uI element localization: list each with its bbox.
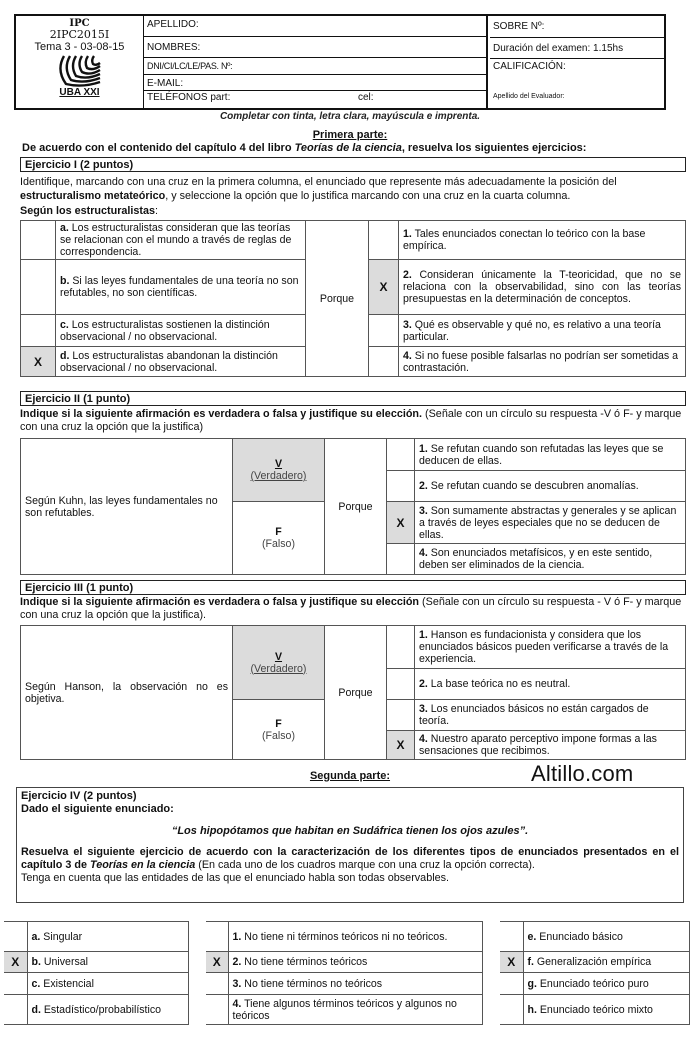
ej1-option-2 xyxy=(399,260,686,315)
option-letter: d. xyxy=(60,349,70,362)
ej4c-mark-h[interactable] xyxy=(500,995,523,1025)
ej3-option-v[interactable] xyxy=(233,626,325,700)
ej3-mark-1[interactable] xyxy=(387,626,415,669)
ej1-mark-b[interactable] xyxy=(21,260,56,315)
ej1-lead-bold: Según los estructuralistas xyxy=(20,205,156,217)
ej4a-option-b xyxy=(27,952,189,973)
option-text: Los estructuralistas sostienen la distinción observacional / no observacional. xyxy=(60,318,270,343)
sobre-field[interactable]: SOBRE Nº: xyxy=(490,16,664,38)
option-text: Nuestro aparato perceptivo impone formas a las sensaciones que recibimos. xyxy=(419,733,657,757)
option-text: Enunciado teórico puro xyxy=(536,977,649,990)
v-label: (Verdadero) xyxy=(250,470,307,482)
option-letter: a. xyxy=(60,222,69,234)
option-num: 1. xyxy=(403,228,412,240)
option-text: Si no fuese posible falsarlas no podrían ser sometidas a contrastación. xyxy=(403,349,679,374)
option-text: Tales enunciados conectan lo teórico con la base empírica. xyxy=(403,228,646,252)
ej1-mark-1[interactable] xyxy=(369,221,399,260)
ej2-porque: Porque xyxy=(325,439,387,575)
ej3-option-f[interactable] xyxy=(233,700,325,760)
calificacion-field[interactable]: CALIFICACIÓN: xyxy=(493,61,566,72)
option-num: 4. xyxy=(232,997,242,1010)
ej2-instr-text: (Señale con un círculo su respuesta -V ó F- y marque con una cruz la opción que la justifica) xyxy=(20,408,682,433)
ej3-title: Ejercicio III (1 punto) xyxy=(20,580,686,595)
f-letter: F xyxy=(275,526,282,538)
ej1-porque: Porque xyxy=(306,221,369,377)
uba-logo-icon xyxy=(52,54,108,88)
option-text: Enunciado teórico mixto xyxy=(536,1003,653,1016)
ej2-option-3 xyxy=(415,502,686,544)
ej2-mark-2[interactable] xyxy=(387,471,415,502)
ej4a-option-a xyxy=(27,922,189,952)
option-text: Se refutan cuando se descubren anomalías. xyxy=(427,480,639,492)
ej3-instructions xyxy=(20,596,692,622)
ej4a-mark-d[interactable] xyxy=(4,995,27,1025)
ej2-instructions xyxy=(20,408,692,434)
option-num: 3. xyxy=(403,318,412,331)
ej4c-option-g xyxy=(523,973,690,995)
evaluador-field[interactable]: Apellido del Evaluador: xyxy=(493,93,565,100)
option-letter: b. xyxy=(60,275,70,287)
option-num: 3. xyxy=(419,703,428,715)
ej2-option-v[interactable] xyxy=(233,439,325,502)
option-num: 1. xyxy=(419,442,428,455)
ej1-instructions xyxy=(20,175,692,203)
option-letter: e. xyxy=(527,930,537,943)
option-num: 1. xyxy=(232,930,242,943)
option-text: Singular xyxy=(40,930,83,943)
ej1-mark-4[interactable] xyxy=(369,347,399,377)
ej1-mark-d[interactable]: X xyxy=(21,347,56,377)
ej4b-mark-2[interactable]: X xyxy=(206,952,228,973)
ej4b-option-2 xyxy=(228,952,483,973)
ej3-instr-text: (Señale con un círculo su respuesta - V ó F- y marque con una cruz la opción que la justifica). xyxy=(20,596,682,621)
ej4b-option-4 xyxy=(228,995,483,1025)
segunda-parte-title: Segunda parte: xyxy=(309,770,391,782)
option-letter: h. xyxy=(527,1003,537,1016)
ej1-option-c xyxy=(56,315,306,347)
ej3-mark-4[interactable]: X xyxy=(387,731,415,760)
ej2-option-f[interactable] xyxy=(233,502,325,575)
ej1-option-3 xyxy=(399,315,686,347)
ej1-instr-text-end: , y seleccione la opción que lo justifica marcando con una cruz en la cuarta columna. xyxy=(165,190,571,202)
ej4-dado: Dado el siguiente enunciado: xyxy=(21,803,174,815)
ej4-note: Tenga en cuenta que las entidades de las que el enunciado habla son todas observables. xyxy=(21,872,449,884)
option-text: Tiene algunos términos teóricos y algunos no teóricos xyxy=(232,997,457,1022)
exam-tema: Tema 3 - 03-08-15 xyxy=(34,41,125,53)
ej4-quote: “Los hipopótamos que habitan en Sudáfrica tienen los ojos azules”. xyxy=(171,825,529,837)
ej3-statement: Según Hanson, la observación no es objetiva. xyxy=(21,626,233,760)
ej3-option-2 xyxy=(415,669,686,700)
f-letter: F xyxy=(275,717,282,730)
option-num: 3. xyxy=(232,977,242,990)
ej2-statement: Según Kuhn, las leyes fundamentales no son refutables. xyxy=(21,439,233,575)
exam-code: 2IPC2015I xyxy=(49,28,110,41)
ej4b-mark-4[interactable] xyxy=(206,995,228,1025)
v-label: (Verdadero) xyxy=(250,662,307,675)
option-letter: b. xyxy=(31,956,41,968)
telefonos-field[interactable] xyxy=(144,91,486,106)
ej1-lead xyxy=(20,205,158,217)
ej4a-mark-a[interactable] xyxy=(4,922,27,952)
ej4-table-kind xyxy=(500,921,690,1025)
ej4c-option-e xyxy=(523,922,690,952)
ej1-mark-a[interactable] xyxy=(21,221,56,260)
ej1-table xyxy=(20,220,686,377)
ej2-instr-bold: Indique si la siguiente afirmación es verdadera o falsa y justifique su elección. xyxy=(20,408,423,420)
option-letter: d. xyxy=(31,1003,41,1016)
ej4c-mark-e[interactable] xyxy=(500,922,523,952)
option-text: Los estructuralistas consideran que las teorías se relacionan con el mundo a través de reglas de correspondencia. xyxy=(60,222,292,258)
option-text: Hanson es fundacionista y considera que los enunciados básicos pueden verificarse a través de la experiencia. xyxy=(419,629,669,665)
logo-text: UBA XXI xyxy=(59,87,100,98)
option-text: Estadístico/probabilístico xyxy=(40,1003,162,1016)
ej4-instr-text: (En cada uno de los cuadros marque con una cruz la opción correcta). xyxy=(195,859,535,871)
ej2-option-2 xyxy=(415,471,686,502)
option-letter: f. xyxy=(527,956,534,968)
cel-label: cel: xyxy=(358,92,374,103)
option-letter: c. xyxy=(31,977,41,990)
ej1-title: Ejercicio I (2 puntos) xyxy=(20,157,686,172)
ej3-mark-3[interactable] xyxy=(387,700,415,731)
option-text: No tiene términos teóricos xyxy=(241,956,368,968)
ej2-mark-1[interactable] xyxy=(387,439,415,471)
ej3-option-3 xyxy=(415,700,686,731)
intro-book-title: Teorías de la ciencia xyxy=(294,142,402,154)
primera-parte-title: Primera parte: xyxy=(312,129,388,141)
ej1-option-4 xyxy=(399,347,686,377)
ej4-table-terms xyxy=(206,921,483,1025)
option-text: Generalización empírica xyxy=(533,956,652,968)
intro-text-end: , resuelva los siguientes ejercicios: xyxy=(401,142,587,154)
apellido-field[interactable]: APELLIDO: xyxy=(144,16,486,37)
option-num: 3. xyxy=(419,504,428,517)
ej4-instr-bold: Resuelva el siguiente ejercicio de acuerdo con la caracterización de los diferentes tipos de enunciados presentados en el capítulo 3 de xyxy=(21,846,679,871)
ej2-mark-4[interactable] xyxy=(387,544,415,575)
header-right xyxy=(490,16,664,108)
ej3-porque: Porque xyxy=(325,626,387,760)
ej2-option-1 xyxy=(415,439,686,471)
altillo-watermark: Altillo.com xyxy=(531,761,634,786)
ej4a-mark-b[interactable]: X xyxy=(4,952,27,973)
option-num: 4. xyxy=(419,733,428,745)
ej4b-option-1 xyxy=(228,922,483,952)
ej3-option-4 xyxy=(415,731,686,760)
ej3-table xyxy=(20,625,686,760)
option-text: No tiene ni términos teóricos ni no teóricos. xyxy=(241,930,448,943)
ej4b-mark-3[interactable] xyxy=(206,973,228,995)
option-text: Los estructuralistas abandonan la distinción observacional / no observacional. xyxy=(60,349,278,374)
ej1-instr-text: Identifique, marcando con una cruz en la primera columna, el enunciado que represente más adecuadamente la posición del xyxy=(20,176,617,188)
option-text: No tiene términos no teóricos xyxy=(241,977,383,990)
nombres-field[interactable]: NOMBRES: xyxy=(144,37,486,58)
fill-instruction: Completar con tinta, letra clara, mayúscula e imprenta. xyxy=(219,111,481,122)
ej4c-option-f xyxy=(523,952,690,973)
option-text: Existencial xyxy=(40,977,94,990)
ej2-mark-3[interactable]: X xyxy=(387,502,415,544)
primera-parte-intro xyxy=(22,142,692,154)
ej3-mark-2[interactable] xyxy=(387,669,415,700)
ej4c-mark-g[interactable] xyxy=(500,973,523,995)
option-num: 4. xyxy=(419,547,428,559)
option-num: 1. xyxy=(419,629,428,641)
option-text: Son enunciados metafísicos, y en este sentido, deben ser eliminados de la ciencia. xyxy=(419,547,653,571)
intro-text: De acuerdo con el contenido del capítulo 4 del libro xyxy=(22,142,295,154)
option-text: La base teórica no es neutral. xyxy=(427,678,571,690)
ej2-option-4 xyxy=(415,544,686,575)
ej1-instr-bold: estructuralismo metateórico xyxy=(20,190,166,202)
option-num: 4. xyxy=(403,349,412,362)
option-letter: a. xyxy=(31,930,41,943)
ej3-instr-bold: Indique si la siguiente afirmación es verdadera o falsa y justifique su elección xyxy=(20,596,420,608)
option-num: 2. xyxy=(419,480,428,492)
option-text: Universal xyxy=(40,956,89,968)
ej4c-mark-f[interactable]: X xyxy=(500,952,523,973)
option-text: Si las leyes fundamentales de una teoría no son refutables, no son científicas. xyxy=(60,275,299,299)
ej1-mark-2[interactable]: X xyxy=(369,260,399,315)
ej2-title: Ejercicio II (1 punto) xyxy=(20,391,686,406)
telefonos-label: TELÉFONOS part: xyxy=(147,92,231,103)
ej3-option-1 xyxy=(415,626,686,669)
v-letter: V xyxy=(274,458,283,470)
option-num: 2. xyxy=(419,678,428,690)
ej2-table xyxy=(20,438,686,575)
ej1-option-a xyxy=(56,221,306,260)
ej4a-option-d xyxy=(27,995,189,1025)
ej1-option-d xyxy=(56,347,306,377)
ej1-option-1 xyxy=(399,221,686,260)
ej1-lead-colon: : xyxy=(155,205,159,217)
option-text: Se refutan cuando son refutadas las leyes que se deducen de ellas. xyxy=(419,442,664,467)
option-text: Los enunciados básicos no están cargados de teoría. xyxy=(419,703,649,727)
ej4c-option-h xyxy=(523,995,690,1025)
option-letter: g. xyxy=(527,977,537,990)
f-label: (Falso) xyxy=(262,729,295,742)
ej4a-mark-c[interactable] xyxy=(4,973,27,995)
option-text: Consideran únicamente la T-teoricidad, que no se relaciona con la observabilidad, sino con las teorías presupuestas en la determinación de conceptos. xyxy=(403,269,681,305)
option-text: Enunciado básico xyxy=(536,930,623,943)
ej4-title: Ejercicio IV (2 puntos) xyxy=(21,790,137,802)
header-fields xyxy=(144,16,488,108)
dni-field[interactable]: DNI/CI/LC/LE/PAS. Nº: xyxy=(144,58,486,75)
ej4a-option-c xyxy=(27,973,189,995)
option-num: 2. xyxy=(232,956,242,968)
ej4-instructions xyxy=(21,846,679,872)
ej1-mark-3[interactable] xyxy=(369,315,399,347)
ej4-table-type xyxy=(4,921,189,1025)
ej4-book-title: Teorías en la ciencia xyxy=(90,859,196,871)
option-text: Son sumamente abstractas y generales y se aplican a través de leyes especiales que no se deducen de ellas. xyxy=(419,504,677,541)
ej1-option-b xyxy=(56,260,306,315)
ej4b-mark-1[interactable] xyxy=(206,922,228,952)
ej1-mark-c[interactable] xyxy=(21,315,56,347)
f-label: (Falso) xyxy=(262,538,295,550)
course-label: IPC xyxy=(69,18,90,29)
v-letter: V xyxy=(274,650,283,663)
email-field[interactable]: E-MAIL: xyxy=(144,75,486,91)
ej4-box xyxy=(16,787,684,903)
option-letter: c. xyxy=(60,318,69,331)
duracion-label: Duración del examen: 1.15hs xyxy=(490,38,664,59)
ej4b-option-3 xyxy=(228,973,483,995)
header-logo-cell xyxy=(16,16,144,108)
option-text: Qué es observable y qué no, es relativo a una teoría particular. xyxy=(403,318,661,343)
option-num: 2. xyxy=(403,269,412,281)
exam-header xyxy=(14,14,666,110)
